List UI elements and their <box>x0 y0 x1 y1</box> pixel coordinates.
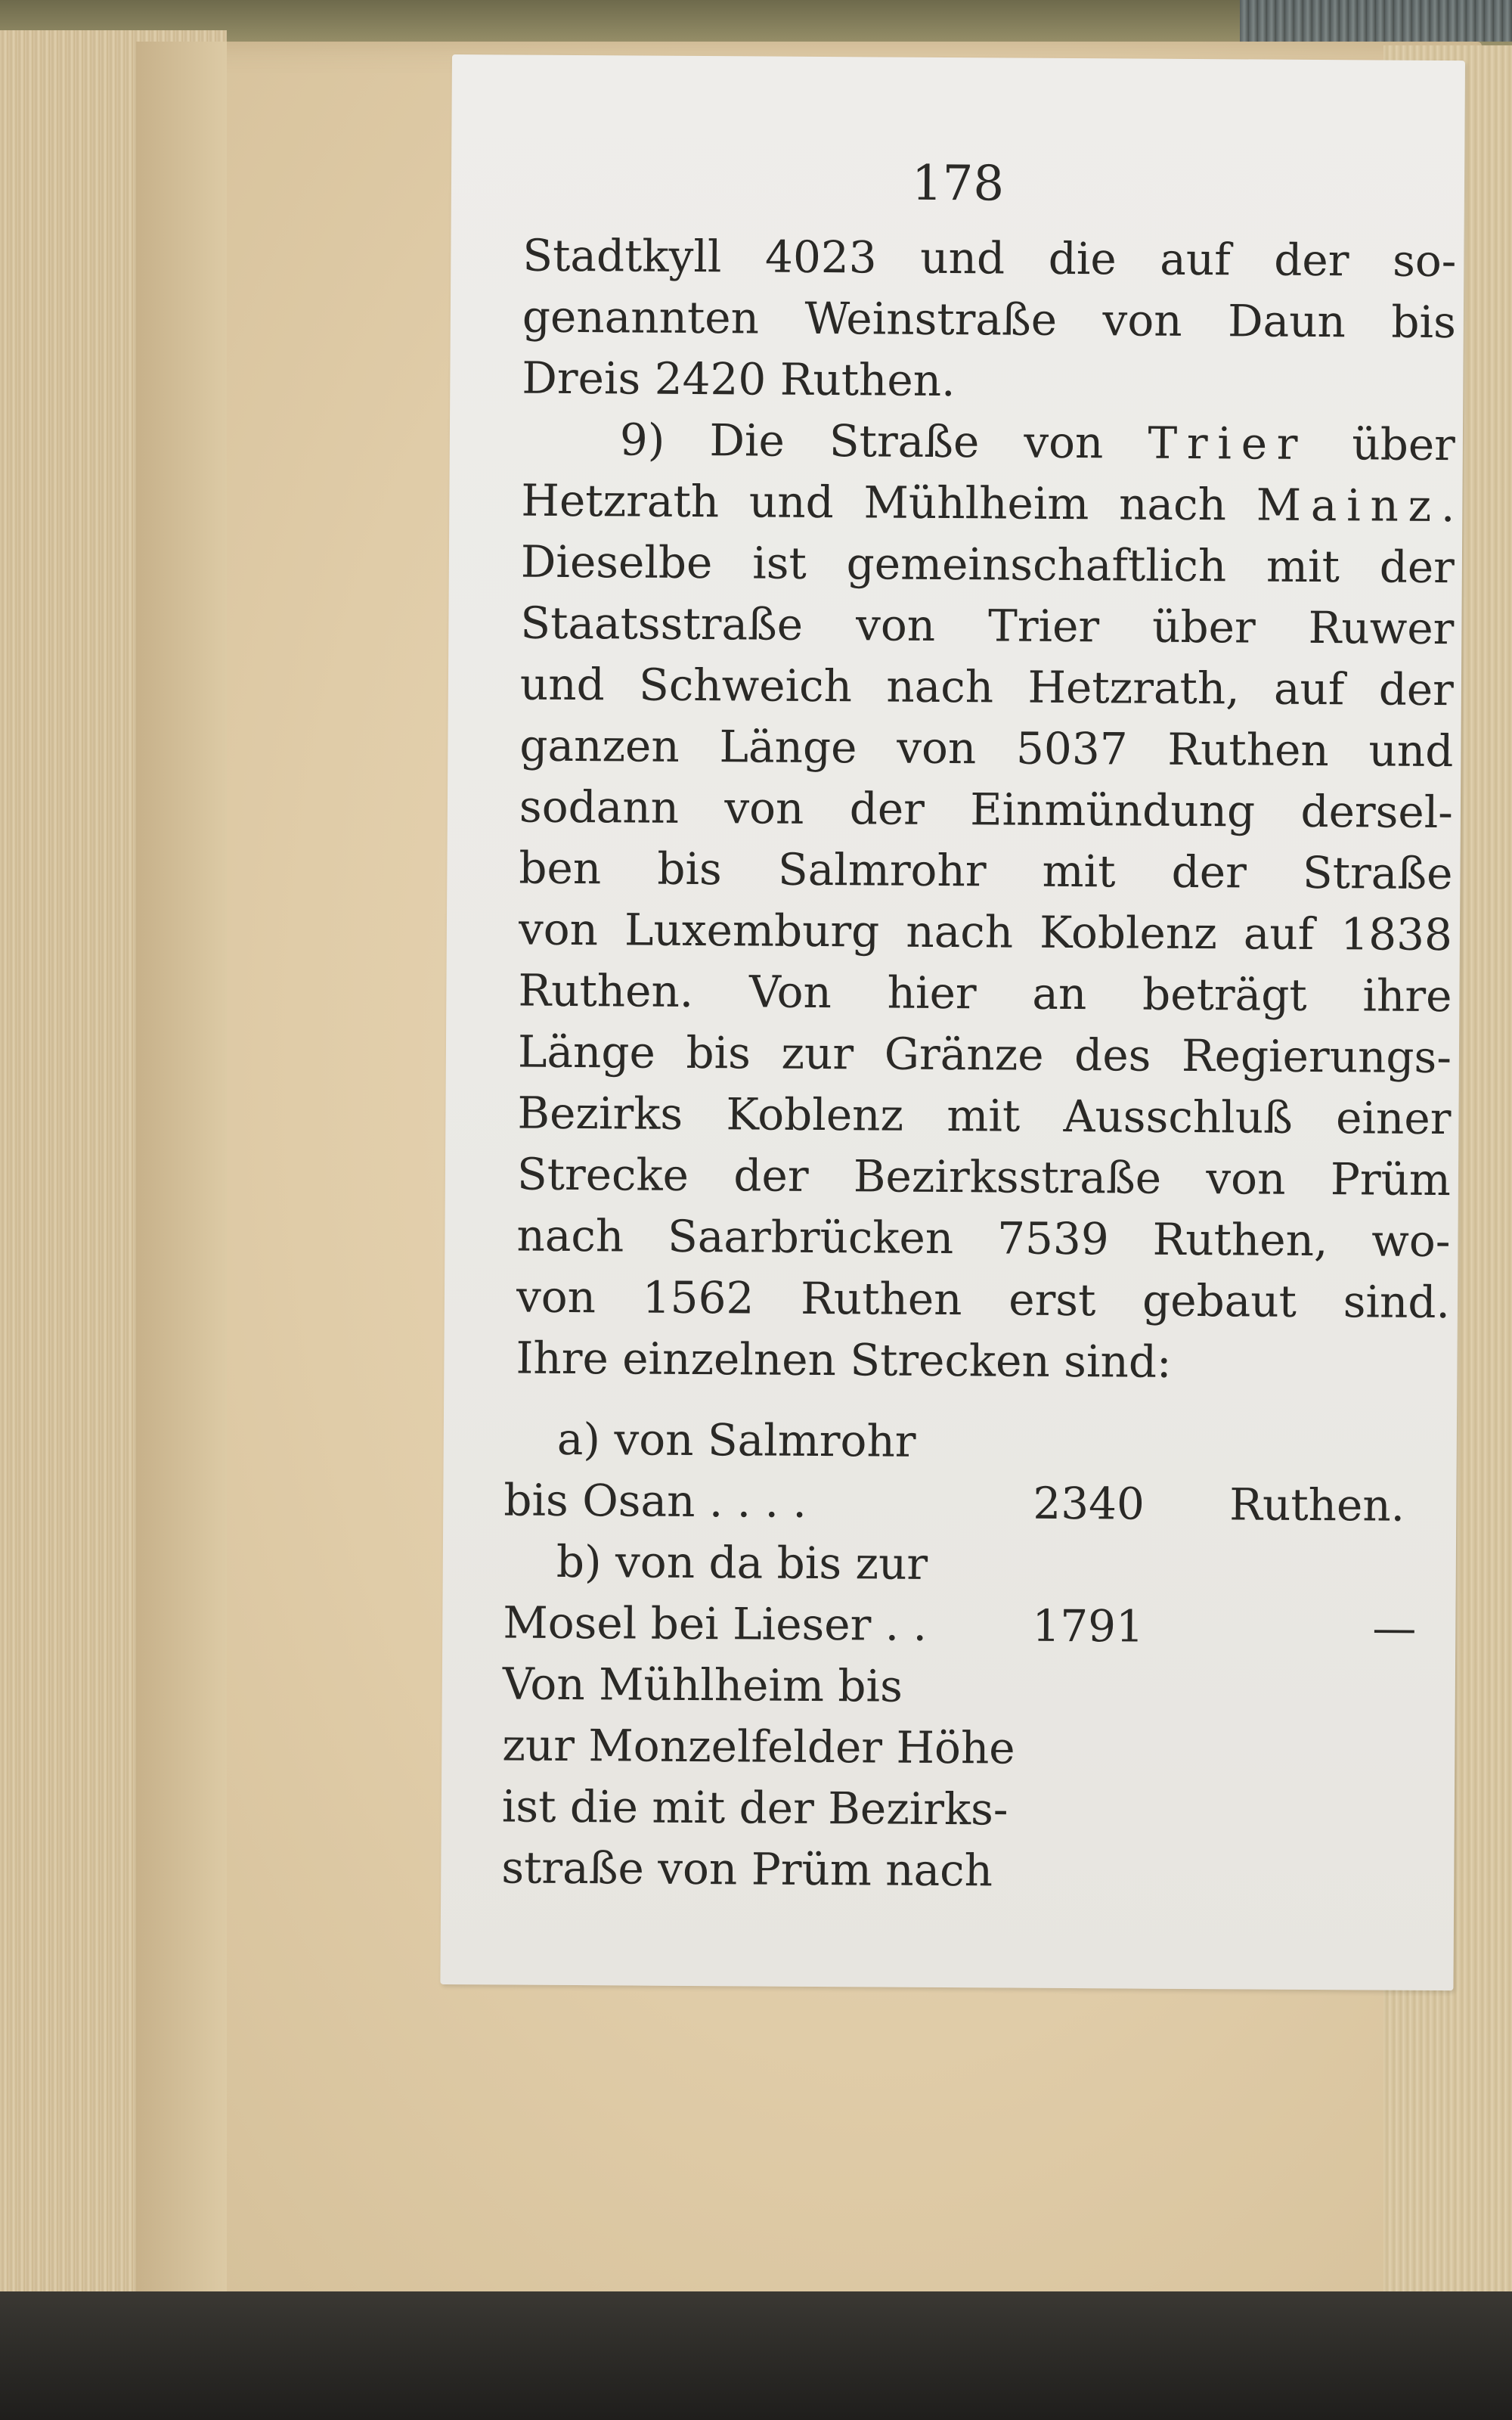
text-line: Ihre einzelnen Strecken sind: <box>516 1332 1172 1388</box>
text-line: Bezirks Koblenz mit Ausschluß einer <box>517 1087 1452 1145</box>
ditto-dash: — <box>1372 1602 1417 1654</box>
text-line: und Schweich nach Hetzrath, auf der <box>519 658 1455 716</box>
segment-label: b) von da bis zur <box>556 1535 928 1590</box>
text-fragment: 9) Die Straße von <box>619 414 1148 469</box>
table-row <box>503 1653 1455 1720</box>
text-line: Länge bis zur Gränze des Regierungs- <box>517 1025 1452 1084</box>
segment-label: zur Monzelfelder Höhe <box>502 1719 1015 1774</box>
pasted-paper-slip <box>440 54 1465 1990</box>
text-line: nach Saarbrücken 7539 Ruthen, wo- <box>516 1209 1451 1267</box>
table-row <box>502 1714 1455 1782</box>
text-line: Dreis 2420 Ruthen. <box>522 352 956 407</box>
text-line: von 1562 Ruthen erst gebaut sind. <box>516 1270 1451 1329</box>
text-line: Stadtkyll 4023 und die auf der so- <box>522 229 1457 287</box>
top-right-binding-edge <box>1240 0 1512 42</box>
segment-length: 2340 <box>1033 1477 1145 1530</box>
text-line: Strecke der Bezirksstraße von Prüm <box>516 1148 1452 1206</box>
table-row <box>503 1592 1455 1659</box>
table-row <box>504 1408 1457 1475</box>
table-row <box>501 1837 1454 1904</box>
text-line: ben bis Salmrohr mit der Straße <box>519 842 1453 900</box>
bottom-shadow <box>0 2291 1512 2420</box>
segments-table <box>501 1408 1457 1904</box>
segment-label: Mosel bei Lieser . . <box>503 1596 928 1651</box>
text-line: Ruthen. Von hier an beträgt ihre <box>518 964 1452 1022</box>
segment-label: ist die mit der Bezirks- <box>501 1780 1009 1835</box>
page-gutter <box>136 42 227 2322</box>
table-row <box>503 1469 1456 1537</box>
spaced-place-name: Trier <box>1148 417 1308 470</box>
segment-label: Von Mühlheim bis <box>502 1658 903 1712</box>
section-heading-line <box>522 409 1455 476</box>
text-fragment: über <box>1307 417 1456 471</box>
text-fragment: . <box>1440 480 1455 532</box>
segment-label: straße von Prüm nach <box>501 1841 993 1897</box>
segment-unit: Ruthen. <box>1229 1478 1405 1531</box>
table-row <box>503 1531 1456 1598</box>
segment-label: a) von Salmrohr <box>556 1413 916 1467</box>
text-line: ganzen Länge von 5037 Ruthen und <box>519 719 1454 777</box>
segment-label: bis Osan . . . . <box>503 1474 807 1528</box>
body-text <box>516 225 1456 1395</box>
text-line: Dieselbe ist gemeinschaftlich mit der <box>520 535 1455 594</box>
text-line: Staatsstraße von Trier über Ruwer <box>520 597 1455 655</box>
segment-length: 1791 <box>1032 1599 1145 1652</box>
text-line: von Luxemburg nach Koblenz auf 1838 <box>518 903 1453 961</box>
table-row <box>502 1776 1455 1843</box>
text-line: genannten Weinstraße von Daun bis <box>522 290 1457 349</box>
text-line <box>521 470 1455 538</box>
spaced-place-name: Mainz <box>1256 479 1442 532</box>
page-number: 178 <box>911 155 1005 213</box>
text-fragment: Hetzrath und Mühlheim nach <box>521 474 1256 531</box>
text-line: sodann von der Einmündung dersel- <box>519 780 1454 839</box>
